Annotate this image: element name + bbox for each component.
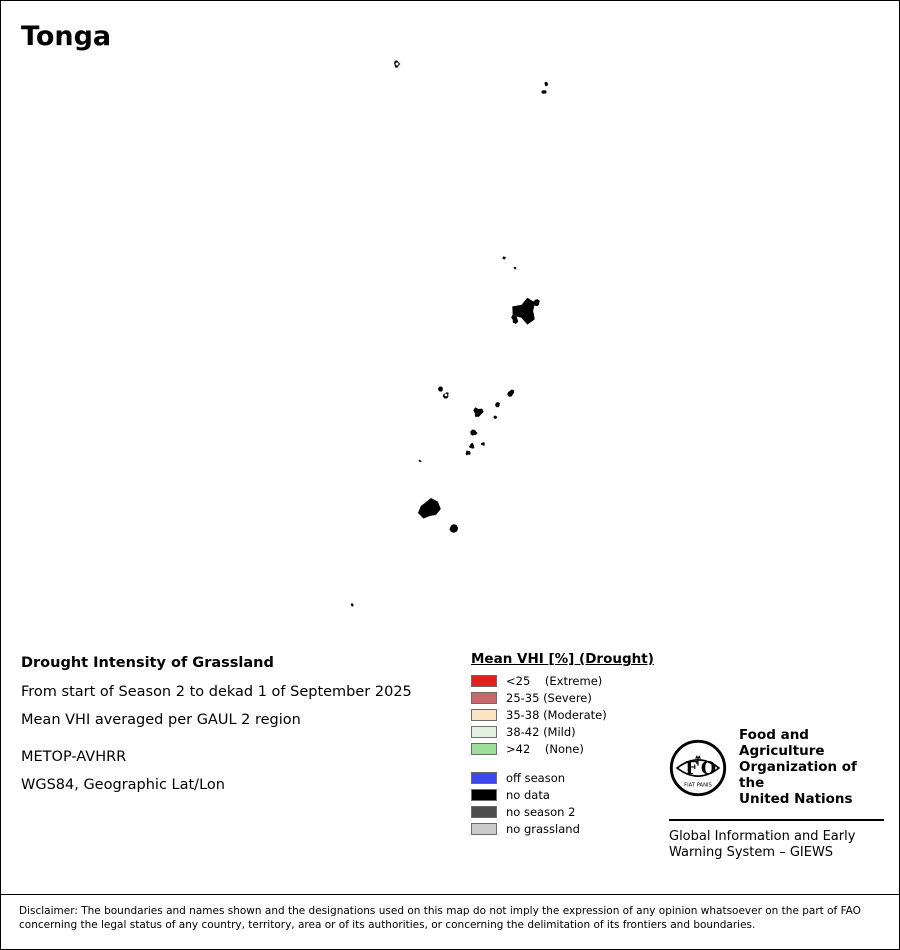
fao-name-line3: United Nations	[739, 790, 853, 807]
map-feature-late-islet	[502, 256, 506, 259]
fao-branding	[669, 728, 884, 861]
legend-item-no-grassland	[471, 821, 671, 837]
legend-label-mild: 38-42 (Mild)	[506, 725, 576, 739]
legend-swatch-no-season-2	[471, 806, 497, 818]
map-caption	[21, 656, 461, 807]
legend-item-severe	[471, 690, 671, 706]
svg-text:O: O	[700, 758, 717, 779]
map-feature-tongatapu	[418, 498, 441, 519]
fao-organization-name	[739, 728, 884, 808]
legend-swatch-off-season	[471, 772, 497, 784]
caption-line-method: Mean VHI averaged per GAUL 2 region	[21, 712, 301, 728]
map-feature-ata	[351, 603, 354, 606]
map-feature-haapai-lifuka	[507, 390, 514, 397]
map-features	[351, 61, 548, 607]
legend-item-mild	[471, 724, 671, 740]
legend-swatch-no-grassland	[471, 823, 497, 835]
legend-label-no-season-2: no season 2	[506, 805, 576, 819]
legend-label-none: >42 (None)	[506, 742, 584, 756]
legend-item-no-data	[471, 787, 671, 803]
fao-name-line2: Organization of the	[739, 758, 857, 791]
giews-system-name	[669, 829, 884, 862]
fao-logo-icon	[669, 739, 727, 797]
map-feature-haapai-s2	[481, 442, 485, 446]
legend-swatch-moderate	[471, 709, 497, 721]
map-feature-small-islet-1	[514, 267, 517, 270]
legend-item-extreme	[471, 673, 671, 689]
map-feature-haapai-kao	[438, 387, 443, 392]
caption-line-sensor: METOP-AVHRR	[21, 748, 127, 765]
caption-line-period: From start of Season 2 to dekad 1 of September 2025	[21, 683, 412, 700]
fao-header	[669, 728, 884, 808]
caption-line-title: Drought Intensity of Grassland	[21, 655, 274, 671]
map-feature-niuatoputapu-a	[544, 82, 548, 87]
legend-swatch-none	[471, 743, 497, 755]
legend-item-moderate	[471, 707, 671, 723]
legend-swatch-mild	[471, 726, 497, 738]
legend-swatch-extreme	[471, 675, 497, 687]
legend-label-extreme: <25 (Extreme)	[506, 674, 603, 688]
giews-line2: Warning System – GIEWS	[669, 844, 834, 860]
legend-item-no-season-2	[471, 804, 671, 820]
fao-name-line1: Food and Agriculture	[739, 727, 825, 759]
disclaimer-text: Disclaimer: The boundaries and names shown and the designations used on this map do not imply the expression of any opinion whatsoever on the part of FAO concerning the legal status of any country, territory, area or of its authorities, or concerning the delimitation of its frontiers and boundaries.	[19, 905, 861, 932]
legend-label-no-data: no data	[506, 788, 550, 802]
legend	[471, 651, 671, 838]
disclaimer-divider	[1, 894, 900, 895]
legend-title: Mean VHI [%] (Drought)	[471, 651, 654, 667]
map-feature-haapai-w	[419, 460, 422, 462]
map-feature-haapai-s1	[469, 443, 475, 449]
caption-line-projection: WGS84, Geographic Lat/Lon	[21, 777, 225, 793]
legend-label-no-grassland: no grassland	[506, 822, 580, 836]
giews-line1: Global Information and Early	[669, 828, 856, 844]
legend-label-moderate: 35-38 (Moderate)	[506, 708, 607, 722]
map-feature-eua	[450, 524, 459, 533]
legend-item-off-season	[471, 770, 671, 786]
fao-divider	[669, 819, 884, 821]
map-feature-haapai-tofua-lagoon	[445, 394, 448, 397]
map-feature-haapai-e	[494, 416, 498, 419]
legend-label-off-season: off season	[506, 771, 566, 785]
page-title: Tonga	[21, 21, 112, 52]
legend-item-none	[471, 741, 671, 757]
map-feature-niuatoputapu-b	[542, 90, 547, 94]
map-feature-haapai-n	[495, 402, 500, 407]
svg-text:F: F	[685, 758, 698, 779]
legend-label-severe: 25-35 (Severe)	[506, 691, 592, 705]
svg-text:FIAT PANIS: FIAT PANIS	[684, 782, 712, 789]
map-feature-haapai-s3	[466, 450, 471, 455]
map-feature-haapai-mid	[470, 430, 477, 436]
map-feature-haapai-cluster	[473, 407, 483, 417]
map-feature-niuafoou-lagoon	[396, 63, 399, 66]
legend-spacer	[471, 758, 671, 770]
legend-swatch-severe	[471, 692, 497, 704]
legend-swatch-no-data	[471, 789, 497, 801]
